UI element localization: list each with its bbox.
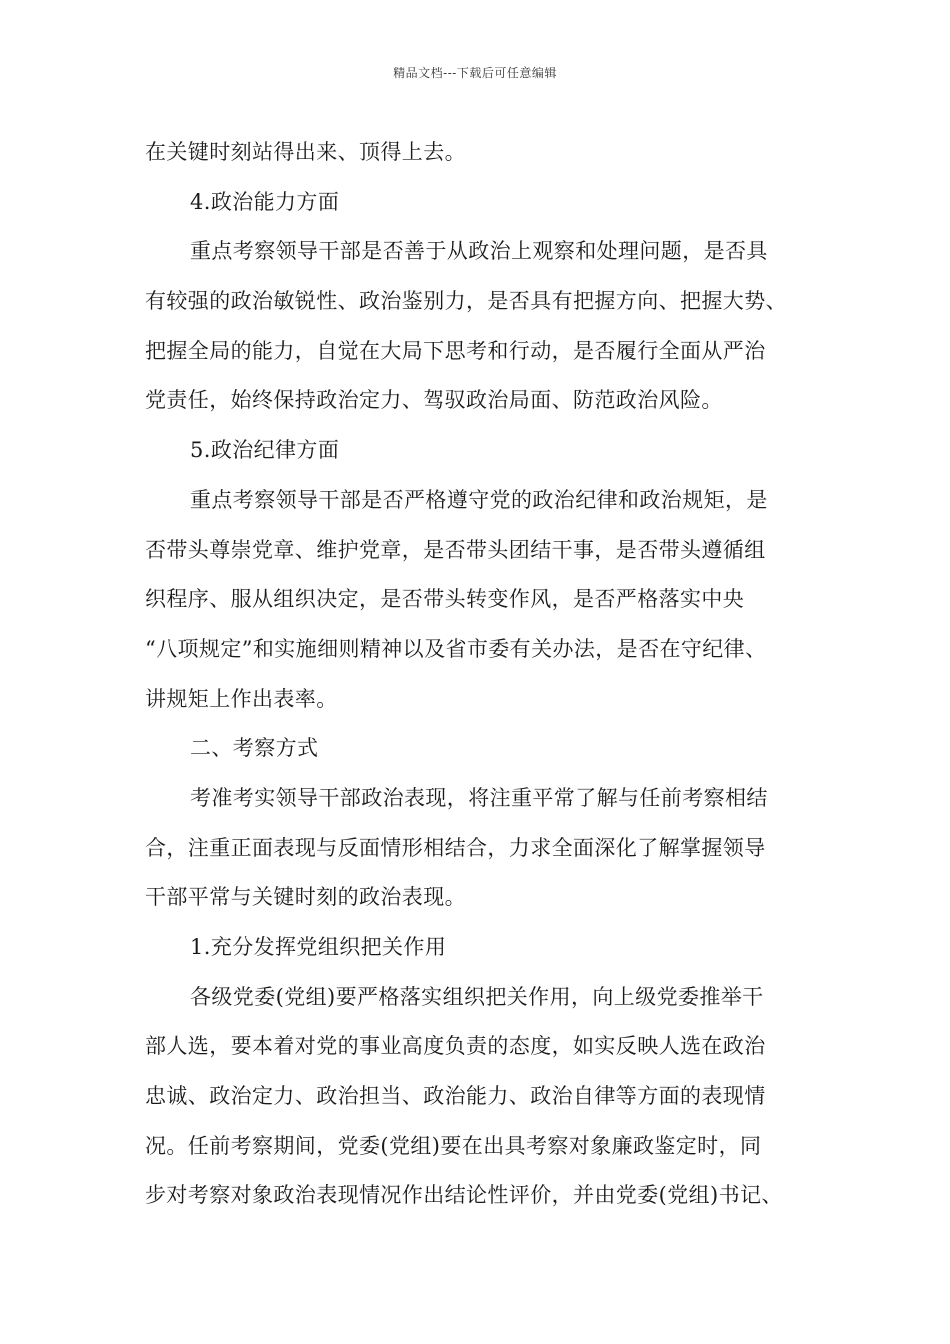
text-line: “八项规定”和实施细则精神以及省市委有关办法，是否在守纪律、: [145, 636, 767, 661]
text-line: 重点考察领导干部是否严格遵守党的政治纪律和政治规矩，是: [190, 487, 768, 512]
text-line: 合，注重正面表现与反面情形相结合，力求全面深化了解掌握领导: [145, 835, 766, 860]
text-line: 况。任前考察期间，党委(党组)要在出具考察对象廉政鉴定时，同: [145, 1133, 762, 1158]
text-line: 考准考实领导干部政治表现，将注重平常了解与任前考察相结: [190, 785, 768, 810]
text-line: 重点考察领导干部是否善于从政治上观察和处理问题，是否具: [190, 239, 768, 264]
text-line: 忠诚、政治定力、政治担当、政治能力、政治自律等方面的表现情: [145, 1084, 766, 1109]
section-heading: 1.充分发挥党组织把关作用: [190, 935, 447, 959]
text-line: 干部平常与关键时刻的政治表现。: [145, 885, 466, 910]
text-line: 党责任，始终保持政治定力、驾驭政治局面、防范政治风险。: [145, 388, 723, 413]
text-line: 各级党委(党组)要严格落实组织把关作用，向上级党委推举干: [190, 984, 764, 1009]
page-header: 精品文档---下载后可任意编辑: [393, 66, 557, 80]
text-line: 把握全局的能力，自觉在大局下思考和行动，是否履行全面从严治: [145, 338, 766, 363]
text-line: 讲规矩上作出表率。: [145, 686, 338, 711]
document-body: [145, 128, 825, 1221]
text-line: 在关键时刻站得出来、顶得上去。: [145, 140, 466, 164]
text-line: 否带头尊崇党章、维护党章，是否带头团结干事，是否带头遵循组: [145, 537, 766, 562]
text-line: 织程序、服从组织决定，是否带头转变作风，是否严格落实中央: [145, 587, 745, 612]
text-line: 步对考察对象政治表现情况作出结论性评价，并由党委(党组)书记、: [145, 1183, 783, 1208]
section-heading: 二、考察方式: [190, 736, 319, 761]
section-heading: 4.政治能力方面: [190, 189, 340, 214]
section-heading: 5.政治纪律方面: [190, 438, 340, 463]
text-line: 有较强的政治敏锐性、政治鉴别力，是否具有把握方向、把握大势、: [145, 289, 787, 314]
text-line: 部人选，要本着对党的事业高度负责的态度，如实反映人选在政治: [145, 1034, 766, 1059]
